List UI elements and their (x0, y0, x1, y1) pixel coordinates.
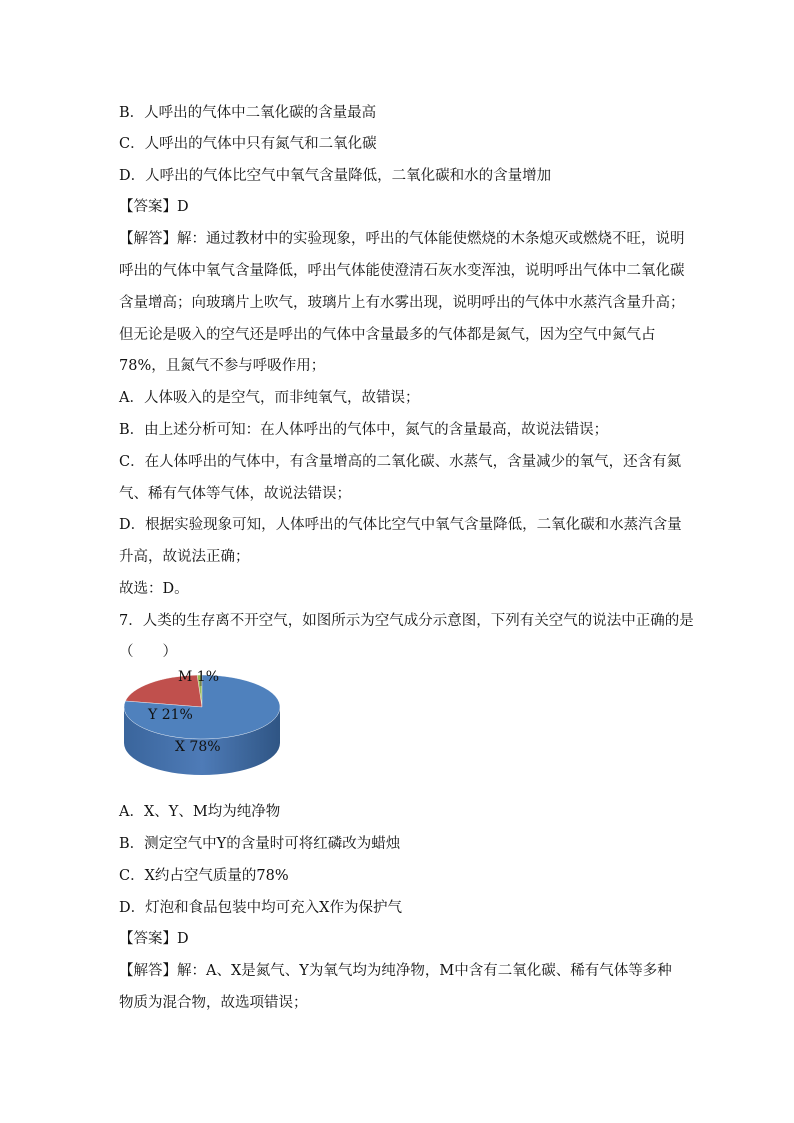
solution-line: 【解答】解：A、X是氮气、Y为氧气均为纯净物，M中含有二氧化碳、稀有气体等多种 (119, 963, 672, 979)
solution-line: 但无论是吸入的空气还是呼出的气体中含量最多的气体都是氮气，因为空气中氮气占 (119, 327, 656, 343)
option-a-line: A．X、Y、M均为纯净物 (119, 804, 281, 820)
question-7-stem: 7．人类的生存离不开空气，如图所示为空气成分示意图，下列有关空气的说法中正确的是 (119, 613, 694, 629)
solution-line: A．人体吸入的是空气，而非纯氧气，故错误； (119, 390, 420, 406)
solution-line: 升高，故说法正确； (119, 549, 250, 565)
solution-line: 78%，且氮气不参与呼吸作用； (119, 358, 326, 374)
solution-line: 故选：D。 (119, 581, 189, 597)
solution-line: 气、稀有气体等气体，故说法错误； (119, 486, 351, 502)
solution-line: 【解答】解：通过教材中的实验现象，呼出的气体能使燃烧的木条熄灭或燃烧不旺，说明 (119, 231, 685, 247)
option-b-line: B．测定空气中Y的含量时可将红磷改为蜡烛 (119, 836, 401, 852)
answer-line: 【答案】D (119, 199, 189, 215)
solution-line: B．由上述分析可知：在人体呼出的气体中，氮气的含量最高，故说法错误； (119, 422, 609, 438)
solution-line: 物质为混合物，故选项错误； (119, 995, 308, 1011)
option-d-line: D．人呼出的气体比空气中氧气含量降低，二氧化碳和水的含量增加 (119, 168, 552, 184)
answer-line: 【答案】D (119, 931, 189, 947)
option-c-line: C．X约占空气质量的78% (119, 868, 289, 884)
solution-line: C．在人体呼出的气体中，有含量增高的二氧化碳、水蒸气，含量减少的氧气，还含有氮 (119, 454, 682, 470)
option-d-line: D．灯泡和食品包装中均可充入X作为保护气 (119, 900, 402, 916)
solution-line: 呼出的气体中氧气含量降低，呼出气体能使澄清石灰水变浑浊，说明呼出气体中二氧化碳 (119, 263, 685, 279)
option-b-line: B．人呼出的气体中二氧化碳的含量最高 (119, 105, 377, 121)
slice-label-y: Y 21% (148, 707, 193, 723)
air-composition-pie-chart (112, 662, 292, 792)
slice-label-m: M 1% (178, 669, 219, 685)
solution-line: D．根据实验现象可知，人体呼出的气体比空气中氧气含量降低，二氧化碳和水蒸汽含量 (119, 517, 682, 533)
slice-label-x: X 78% (175, 739, 221, 755)
question-7-paren: （ ） (119, 644, 177, 660)
option-c-line: C．人呼出的气体中只有氮气和二氧化碳 (119, 136, 377, 152)
solution-line: 含量增高；向玻璃片上吹气，玻璃片上有水雾出现，说明呼出的气体中水蒸汽含量升高； (119, 295, 685, 311)
